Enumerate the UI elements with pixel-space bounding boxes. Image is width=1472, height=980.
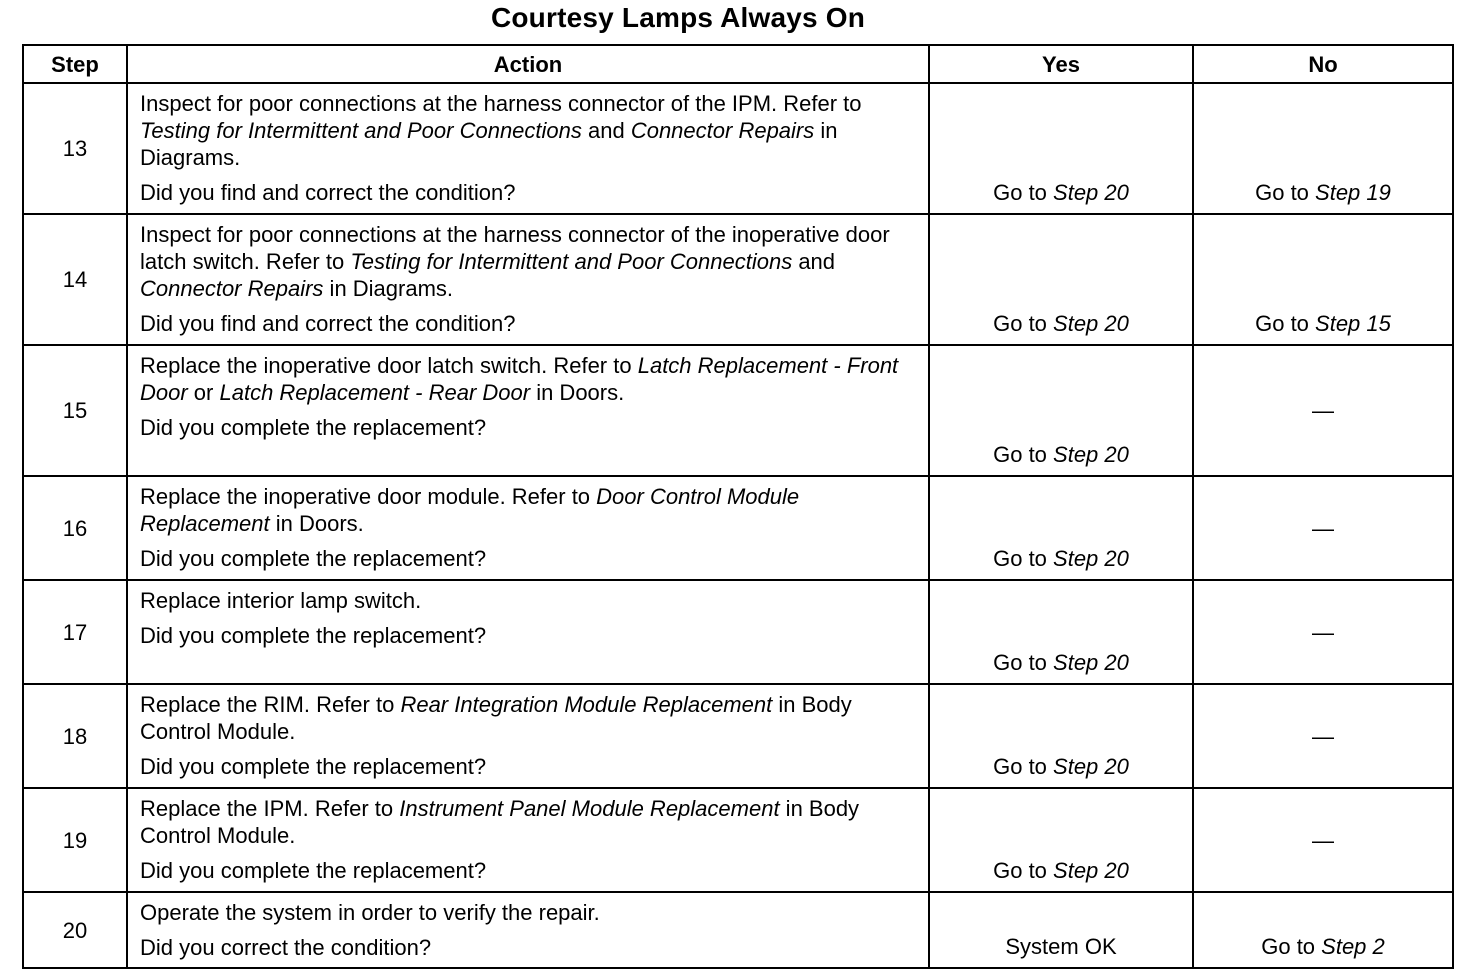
reference-title: Connector Repairs xyxy=(630,118,815,143)
action-instruction xyxy=(140,483,920,537)
reference-title: Rear Integration Module Replacement xyxy=(400,692,773,717)
yes-step-reference: Step 20 xyxy=(1053,180,1129,205)
table-row xyxy=(23,83,1453,214)
no-cell xyxy=(1193,345,1453,476)
column-header-step: Step xyxy=(23,45,127,83)
no-cell xyxy=(1193,83,1453,214)
instruction-text: in Doors. xyxy=(269,511,364,536)
action-question: Did you correct the condition? xyxy=(140,935,432,960)
yes-goto-prefix: Go to xyxy=(993,546,1054,571)
table-row xyxy=(23,580,1453,684)
instruction-text: in Diagrams. xyxy=(323,276,454,301)
no-step-reference: Step 19 xyxy=(1315,180,1391,205)
yes-goto-prefix: Go to xyxy=(993,442,1054,467)
action-question: Did you complete the replacement? xyxy=(140,858,487,883)
yes-cell xyxy=(929,345,1193,476)
action-question: Did you find and correct the condition? xyxy=(140,311,516,336)
step-number: 13 xyxy=(23,83,127,214)
action-question: Did you complete the replacement? xyxy=(140,623,487,648)
reference-title: Connector Repairs xyxy=(140,276,324,301)
no-cell xyxy=(1193,892,1453,968)
action-instruction xyxy=(140,221,920,302)
instruction-text: Replace the inoperative door latch switch. Refer to xyxy=(140,353,638,378)
instruction-text: in Doors. xyxy=(530,380,625,405)
action-question: Did you find and correct the condition? xyxy=(140,180,516,205)
instruction-text: in Diagrams. xyxy=(140,118,838,170)
yes-cell xyxy=(929,788,1193,892)
yes-cell xyxy=(929,476,1193,580)
step-number: 20 xyxy=(23,892,127,968)
yes-goto-prefix: Go to xyxy=(993,180,1054,205)
reference-title: Door Control Module Replacement xyxy=(140,484,800,536)
no-cell xyxy=(1193,788,1453,892)
action-instruction xyxy=(140,90,920,171)
diagnostic-steps-table xyxy=(22,44,1454,969)
no-step-reference: Step 2 xyxy=(1321,934,1385,959)
column-header-action: Action xyxy=(127,45,929,83)
yes-step-reference: Step 20 xyxy=(1053,442,1129,467)
reference-title: Testing for Intermittent and Poor Connections xyxy=(350,249,793,274)
instruction-text: Inspect for poor connections at the harness connector of the IPM. Refer to xyxy=(140,91,862,116)
step-number: 17 xyxy=(23,580,127,684)
instruction-text: Inspect for poor connections at the harness connector of the inoperative door latch switch. Refer to xyxy=(140,222,890,274)
yes-step-reference: Step 20 xyxy=(1053,754,1129,779)
step-number: 16 xyxy=(23,476,127,580)
table-body xyxy=(23,83,1453,968)
action-cell xyxy=(127,345,929,476)
step-number: 18 xyxy=(23,684,127,788)
yes-step-reference: Step 20 xyxy=(1053,650,1129,675)
no-dash: — xyxy=(1312,619,1334,645)
no-cell xyxy=(1193,684,1453,788)
yes-step-reference: Step 20 xyxy=(1053,546,1129,571)
step-number: 19 xyxy=(23,788,127,892)
instruction-text: in Body Control Module. xyxy=(140,796,860,848)
no-dash: — xyxy=(1312,398,1334,423)
instruction-text: Replace the inoperative door module. Refer to xyxy=(140,484,597,509)
instruction-text: in Body Control Module. xyxy=(140,692,852,744)
instruction-text: Replace the IPM. Refer to xyxy=(140,796,400,821)
instruction-text: and xyxy=(581,118,631,143)
table-row xyxy=(23,345,1453,476)
reference-title: Latch Replacement - Front Door xyxy=(140,353,899,405)
no-cell xyxy=(1193,476,1453,580)
yes-result-text: System OK xyxy=(1005,934,1117,959)
table-row xyxy=(23,684,1453,788)
reference-title: Testing for Intermittent and Poor Connections xyxy=(140,118,582,143)
instruction-text: Operate the system in order to verify the repair. xyxy=(140,900,600,925)
no-cell xyxy=(1193,214,1453,345)
action-question: Did you complete the replacement? xyxy=(140,546,487,571)
yes-cell xyxy=(929,684,1193,788)
column-header-no: No xyxy=(1193,45,1453,83)
table-row xyxy=(23,892,1453,968)
step-number: 15 xyxy=(23,345,127,476)
yes-cell xyxy=(929,892,1193,968)
yes-cell xyxy=(929,580,1193,684)
instruction-text: Replace the RIM. Refer to xyxy=(140,692,401,717)
action-cell xyxy=(127,476,929,580)
instruction-text: or xyxy=(187,380,220,405)
no-goto-prefix: Go to xyxy=(1255,180,1316,205)
action-cell xyxy=(127,788,929,892)
action-cell xyxy=(127,214,929,345)
reference-title: Instrument Panel Module Replacement xyxy=(399,796,780,821)
yes-cell xyxy=(929,214,1193,345)
action-question: Did you complete the replacement? xyxy=(140,415,487,440)
action-instruction xyxy=(140,587,920,614)
no-goto-prefix: Go to xyxy=(1255,311,1316,336)
yes-goto-prefix: Go to xyxy=(993,754,1054,779)
table-row xyxy=(23,788,1453,892)
yes-step-reference: Step 20 xyxy=(1053,858,1129,883)
action-instruction xyxy=(140,691,920,745)
step-number: 14 xyxy=(23,214,127,345)
page-title: Courtesy Lamps Always On xyxy=(490,2,866,33)
yes-goto-prefix: Go to xyxy=(993,650,1054,675)
action-cell xyxy=(127,580,929,684)
action-instruction xyxy=(140,352,920,406)
action-cell xyxy=(127,83,929,214)
instruction-text: and xyxy=(792,249,836,274)
no-goto-prefix: Go to xyxy=(1261,934,1322,959)
no-cell xyxy=(1193,580,1453,684)
table-row xyxy=(23,476,1453,580)
table-row xyxy=(23,214,1453,345)
no-dash: — xyxy=(1312,723,1334,749)
table-header-row xyxy=(23,45,1453,83)
no-dash: — xyxy=(1312,827,1334,853)
reference-title: Latch Replacement - Rear Door xyxy=(219,380,531,405)
instruction-text: Replace interior lamp switch. xyxy=(140,588,422,613)
yes-step-reference: Step 20 xyxy=(1053,311,1129,336)
yes-goto-prefix: Go to xyxy=(993,858,1054,883)
yes-goto-prefix: Go to xyxy=(993,311,1054,336)
no-step-reference: Step 15 xyxy=(1315,311,1391,336)
action-instruction xyxy=(140,795,920,849)
action-cell xyxy=(127,684,929,788)
column-header-yes: Yes xyxy=(929,45,1193,83)
action-instruction xyxy=(140,899,920,926)
no-dash: — xyxy=(1312,515,1334,541)
action-cell xyxy=(127,892,929,968)
yes-cell xyxy=(929,83,1193,214)
action-question: Did you complete the replacement? xyxy=(140,754,487,779)
